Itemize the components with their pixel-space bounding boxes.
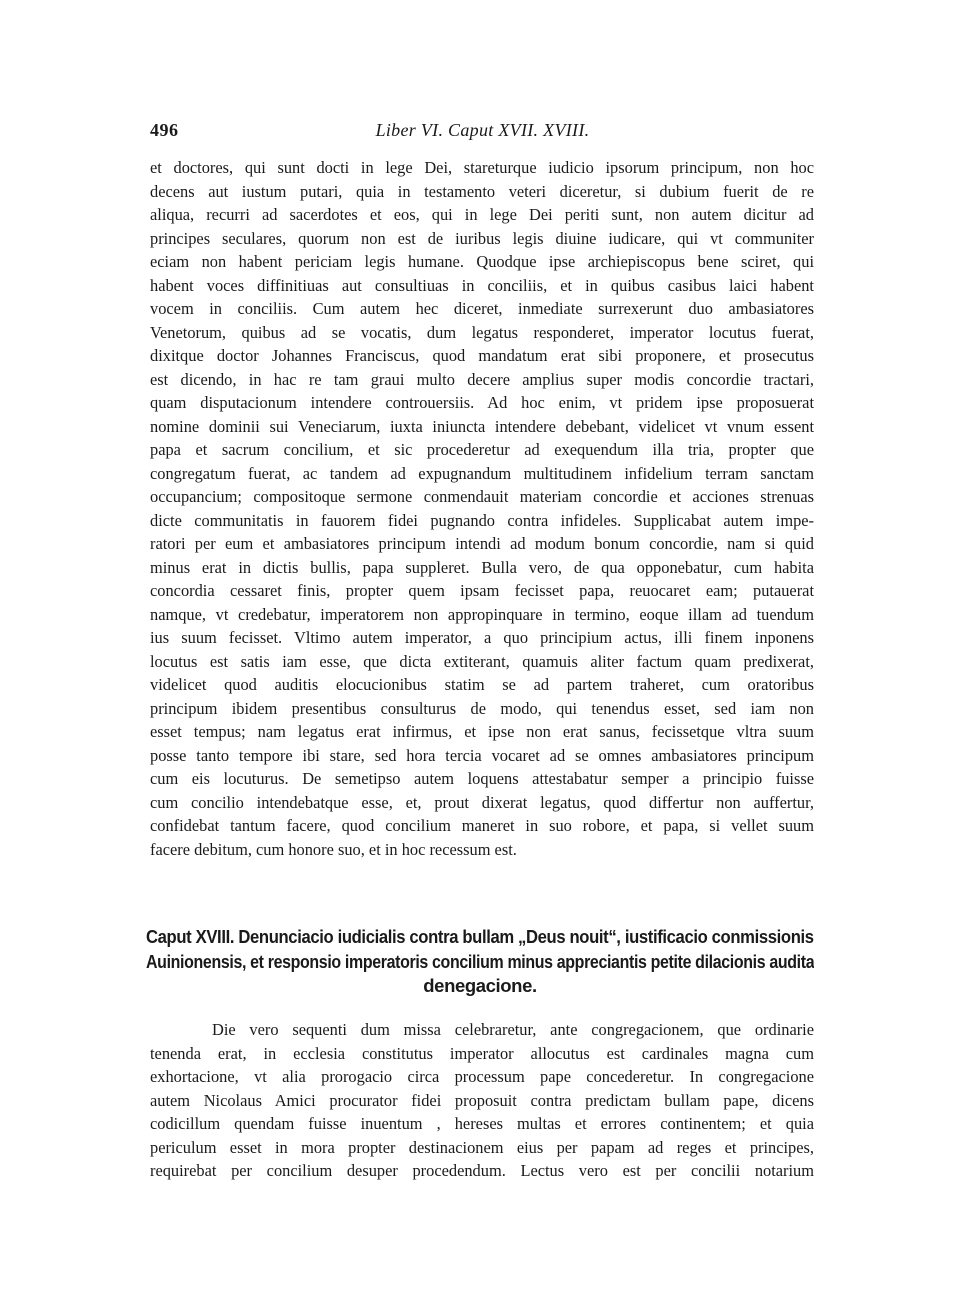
text-line: principum ibidem presentibus consulturus de modo, qui tenendus esset, sed iam non bbox=[150, 698, 814, 718]
text-line: est dicendo, in hac re tam graui multo decere amplius super modis concordie tractari, bbox=[150, 369, 814, 389]
text-line: facere debitum, cum honore suo, et in hoc recessum est. bbox=[150, 839, 517, 859]
chapter-heading-line: Caput XVIII. Denunciacio iudicialis contra bullam „Deus nouit“, iustificacio conmissionis bbox=[146, 926, 814, 947]
text-line: occupancium; compositoque sermone conmendauit materiam concordie et acciones strenuas bbox=[150, 487, 814, 506]
text-line: dicte communitatis in fauorem fidei pugnando contra infideles. Supplicabat autem impe- bbox=[150, 510, 814, 530]
text-line: minus erat in dictis bullis, papa suppleret. Bulla vero, de qua opponebatur, cum habita bbox=[150, 557, 814, 577]
text-line: habent voces diffinitiuas aut consultiuas in conciliis, et in quibus casibus laici habent bbox=[150, 275, 814, 295]
text-line: dixitque doctor Johannes Franciscus, quod mandatum erat sibi proponere, et prosecutus bbox=[150, 346, 814, 365]
text-line: concordia cessaret finis, propter quem ipsam fecisset papa, reuocaret eam; putauerat bbox=[150, 581, 814, 600]
text-line: codicillum quendam fuisse inuentum , hereses multas et errores continentem; et quia bbox=[150, 1114, 814, 1133]
text-line: requirebat per concilium desuper procedendum. Lectus vero est per concilii notarium bbox=[150, 1161, 814, 1180]
text-line: Venetorum, quibus ad se vocatis, dum legatus responderet, imperator locutus fuerat, bbox=[150, 322, 814, 342]
running-title: Liber VI. Caput XVII. XVIII. bbox=[375, 120, 590, 140]
text-line: locutus est satis iam esse, que dicta extiterant, quamuis aliter factum quam predixerat, bbox=[150, 651, 814, 671]
chapter-heading-line: Auinionensis, et responsio imperatoris concilium minus appreciantis petite dilacionis audita bbox=[146, 950, 814, 972]
running-head bbox=[150, 120, 815, 144]
text-line: congregatum fuerat, ac tandem ad expugnandum multitudinem infidelium terram sanctam bbox=[150, 463, 814, 483]
text-line: posse tanto tempore ibi stare, sed hora tercia vocaret ad se omnes ambasiatores principum bbox=[150, 745, 814, 765]
text-line: eciam non habent periciam legis humane. Quodque ipse archiepiscopus bene sciret, qui bbox=[150, 252, 814, 271]
text-line: principes seculares, quorum non est de iuribus legis diuine iudicare, qui vt communiter bbox=[150, 228, 814, 248]
text-line: autem Nicolaus Amici procurator fidei proposuit contra predictam bullam pape, dicens bbox=[150, 1090, 814, 1110]
text-line: namque, vt credebatur, imperatorem non appropinquare in termino, eoque illam ad tuendum bbox=[150, 604, 814, 624]
text-block-chapter-xviii bbox=[150, 1018, 814, 1183]
text-line: exhortacione, vt alia prorogacio circa processum pape concederetur. In congregacione bbox=[150, 1067, 814, 1086]
chapter-heading bbox=[146, 925, 814, 999]
text-line: cum eis locuturus. De semetipso autem loquens attestabatur semper a principio fuisse bbox=[150, 769, 814, 788]
text-line: ratori per eum et ambasiatores principum intendi ad modum bonum concordie, nam si quid bbox=[150, 534, 814, 553]
chapter-heading-line: denegacione. bbox=[423, 975, 537, 996]
text-line: nomine dominii sui Veneciarum, iuxta iniuncta intendere debebant, videlicet vt vnum essent bbox=[150, 416, 814, 436]
text-line: quam disputacionum intendere controuersiis. Ad hoc enim, vt pridem ipse proposuerat bbox=[150, 393, 814, 412]
text-line: vocem in conciliis. Cum autem hec diceret, inmediate surrexerunt duo ambasiatores bbox=[150, 299, 814, 318]
text-line: papa et sacrum concilium, et sic procederetur ad exequendum illa tria, propter que bbox=[150, 440, 814, 459]
text-line: videlicet quod auditis elocucionibus statim se ad partem traheret, cum oratoribus bbox=[150, 675, 814, 694]
text-line: Die vero sequenti dum missa celebraretur, ante congregacionem, que ordinarie bbox=[212, 1020, 814, 1039]
text-line: ius suum fecisset. Vltimo autem imperator, a quo principium actus, illi finem inponens bbox=[150, 628, 814, 647]
text-line: cum concilio intendebatque esse, et, prout dixerat legatus, quod differtur non auffertur, bbox=[150, 792, 814, 812]
text-line: decens aut iustum putari, quia in testamento veteri diceretur, si dubium fuerit de re bbox=[150, 181, 814, 201]
text-line: confidebat tantum facere, quod concilium maneret in suo robore, et papa, si vellet suum bbox=[150, 816, 814, 835]
page-number: 496 bbox=[150, 120, 179, 140]
text-block-chapter-xvii bbox=[150, 156, 814, 861]
text-line: esset tempus; nam legatus erat infirmus, et ipse non erat sanus, fecissetque vltra suum bbox=[150, 722, 814, 741]
text-line: aliqua, recurri ad sacerdotes et eos, qui in lege Dei periti sunt, non autem dicitur ad bbox=[150, 205, 814, 224]
text-line: periculum esset in mora propter destinacionem eius per papam ad reges et principes, bbox=[150, 1137, 814, 1157]
text-line: et doctores, qui sunt docti in lege Dei, stareturque iudicio ipsorum principum, non hoc bbox=[150, 158, 814, 177]
text-line: tenenda erat, in ecclesia constitutus imperator allocutus est cardinales magna cum bbox=[150, 1043, 814, 1063]
